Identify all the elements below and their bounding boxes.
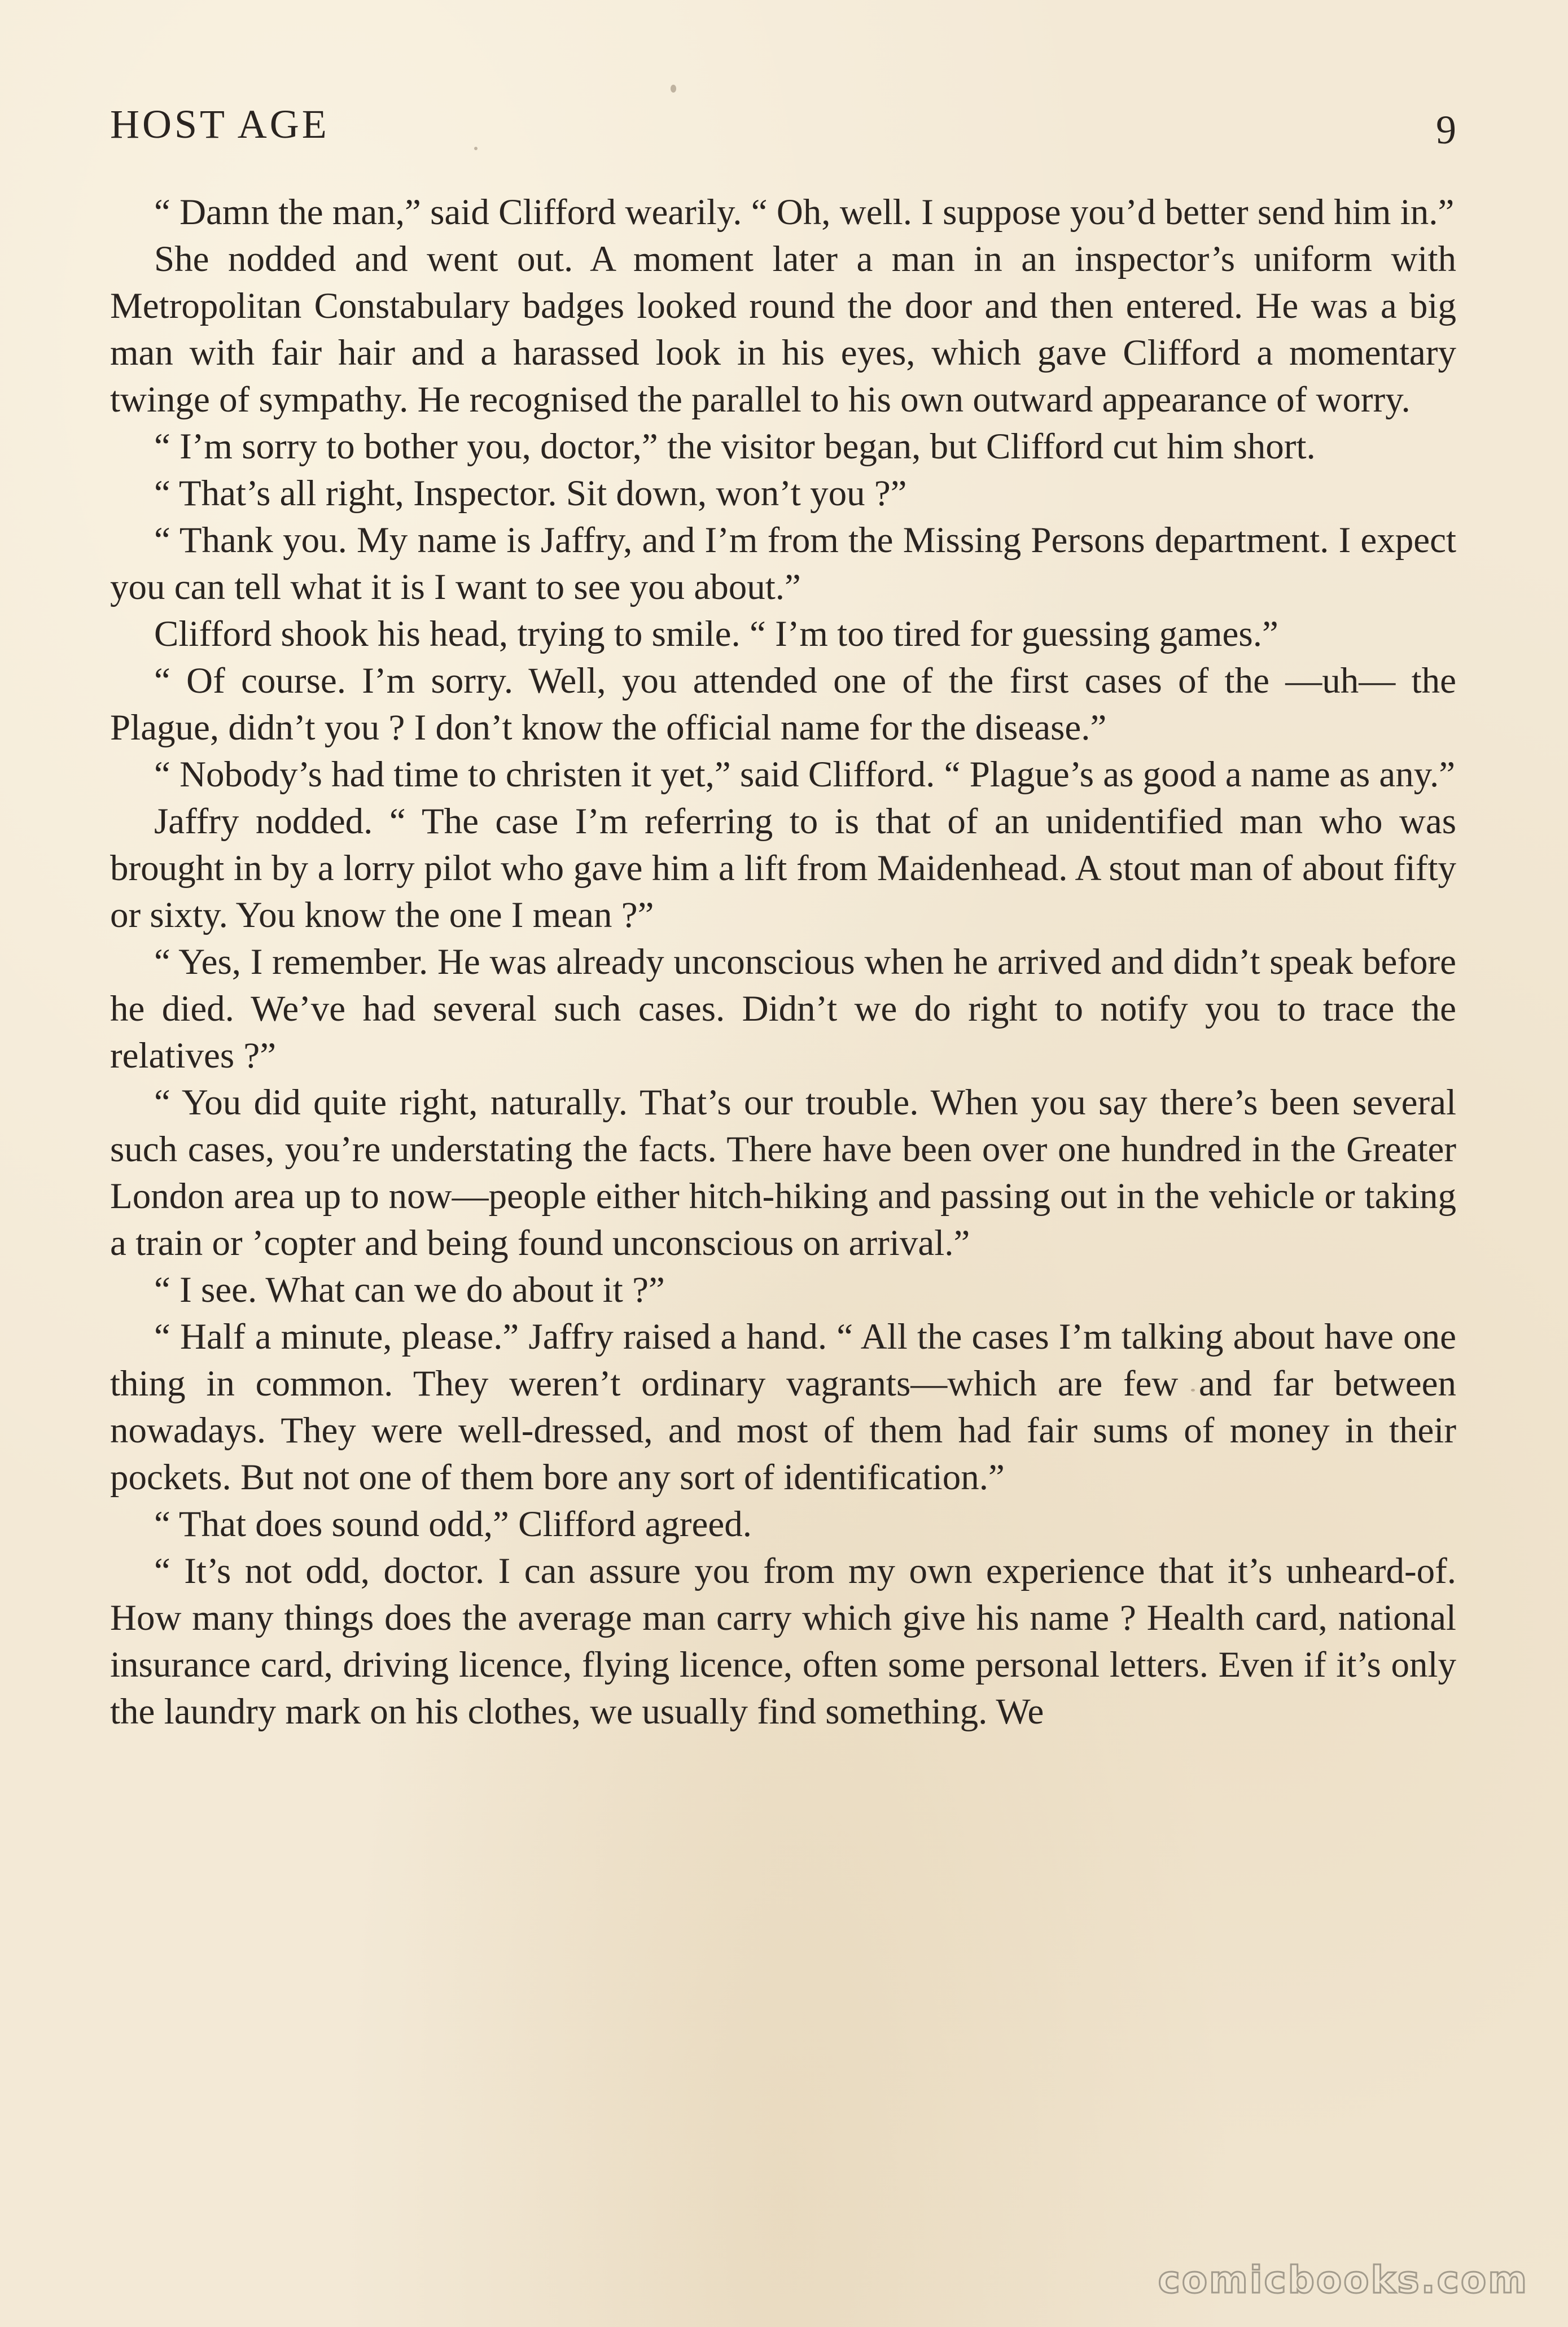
paper-speck — [671, 85, 676, 93]
paragraph: “ That’s all right, Inspector. Sit down, won’t you ?” — [154, 473, 907, 514]
paragraph: She nodded and went out. A moment later a man in an inspector’s uniform with Metropolitan Constabulary badges looked round the door and then entered. He was a big man with fair hair and a harassed look in his eyes, which gave Clifford a momentary twinge of sympathy. He recognised the parallel to his own outward appearance of worry. — [110, 239, 1456, 420]
paragraph: “ Yes, I remember. He was already unconscious when he arrived and didn’t speak before he died. We’ve had several such cases. Didn’t we do right to notify you to trace the relatives ?” — [110, 942, 1456, 1076]
paragraph: Clifford shook his head, trying to smile. “ I’m too tired for guessing games.” — [154, 614, 1278, 654]
paragraph: “ Half a minute, please.” Jaffry raised a hand. “ All the cases I’m talking about have one thing in common. They weren’t ordinary vagrants—which are few and far between nowadays. They were well-dressed, and most of them had fair sums of money in their pockets. But not one of them bore any sort of identification.” — [110, 1316, 1456, 1498]
paragraph: “ Damn the man,” said Clifford wearily. “ Oh, well. I suppose you’d better send him in.” — [154, 192, 1455, 233]
paragraph: “ That does sound odd,” Clifford agreed. — [154, 1504, 752, 1545]
body-text — [110, 189, 1456, 1735]
paragraph: “ You did quite right, naturally. That’s our trouble. When you say there’s been several such cases, you’re understating the facts. There have been over one hundred in the Greater London area up to now—people either hitch-hiking and passing out in the vehicle or taking a train or ’copter and being found unconscious on arrival.” — [110, 1082, 1456, 1263]
paper-speck — [474, 147, 478, 150]
paragraph: “ Nobody’s had time to christen it yet,” said Clifford. “ Plague’s as good a name as any.” — [154, 754, 1456, 795]
watermark: comicbooks.com — [1158, 2258, 1528, 2302]
paper-speck — [1191, 1389, 1195, 1392]
paragraph: “ Thank you. My name is Jaffry, and I’m from the Missing Persons department. I expect you can tell what it is I want to see you about.” — [110, 520, 1456, 607]
paragraph: “ I see. What can we do about it ?” — [154, 1270, 665, 1310]
page-number: 9 — [1436, 107, 1456, 152]
running-title: HOST AGE — [110, 102, 330, 147]
paragraph: “ I’m sorry to bother you, doctor,” the visitor began, but Clifford cut him short. — [154, 426, 1316, 467]
paragraph: “ It’s not odd, doctor. I can assure you from my own experience that it’s unheard-of. How many things does the average man carry which give his name ? Health card, national insurance card, driving licence, flying licence, often some personal letters. Even if it’s only the laundry mark on his clothes, we usually find something. We — [110, 1551, 1456, 1732]
paragraph: “ Of course. I’m sorry. Well, you attended one of the first cases of the —uh— the Plague, didn’t you ? I don’t know the official name for the disease.” — [110, 661, 1456, 748]
paragraph: Jaffry nodded. “ The case I’m referring to is that of an unidentified man who was brought in by a lorry pilot who gave him a lift from Maidenhead. A stout man of about fifty or sixty. You know the one I mean ?” — [110, 801, 1456, 935]
book-page — [110, 96, 1456, 2241]
page-header — [110, 96, 1456, 158]
